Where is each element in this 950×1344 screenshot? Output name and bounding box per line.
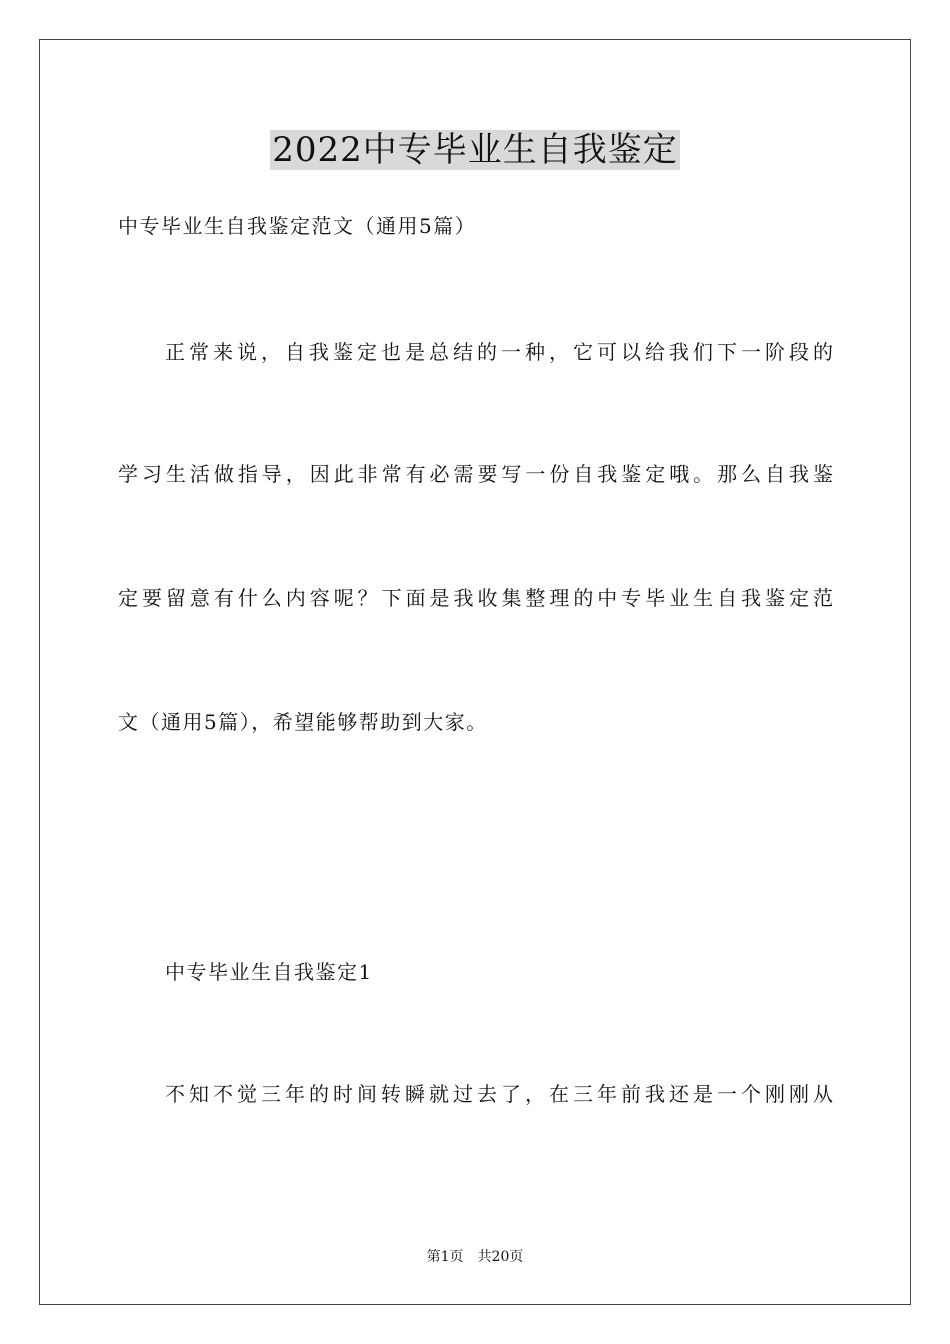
intro-line-2: 学习生活做指导，因此非常有必需要写一份自我鉴定哦。那么自我鉴 — [118, 462, 833, 486]
page-footer: 第1页 共20页 — [426, 1249, 524, 1265]
intro-line-3: 定要留意有什么内容呢？下面是我收集整理的中专毕业生自我鉴定范 — [118, 586, 833, 610]
section-heading: 中专毕业生自我鉴定1 — [165, 960, 373, 984]
document-title — [0, 128, 950, 172]
document-title-text: 2022中专毕业生自我鉴定 — [272, 130, 678, 170]
document-subtitle: 中专毕业生自我鉴定范文（通用5篇） — [118, 214, 477, 238]
intro-line-1: 正常来说，自我鉴定也是总结的一种，它可以给我们下一阶段的 — [165, 340, 833, 364]
intro-line-4: 文（通用5篇），希望能够帮助到大家。 — [118, 710, 488, 734]
body-line-1: 不知不觉三年的时间转瞬就过去了，在三年前我还是一个刚刚从 — [165, 1082, 833, 1106]
